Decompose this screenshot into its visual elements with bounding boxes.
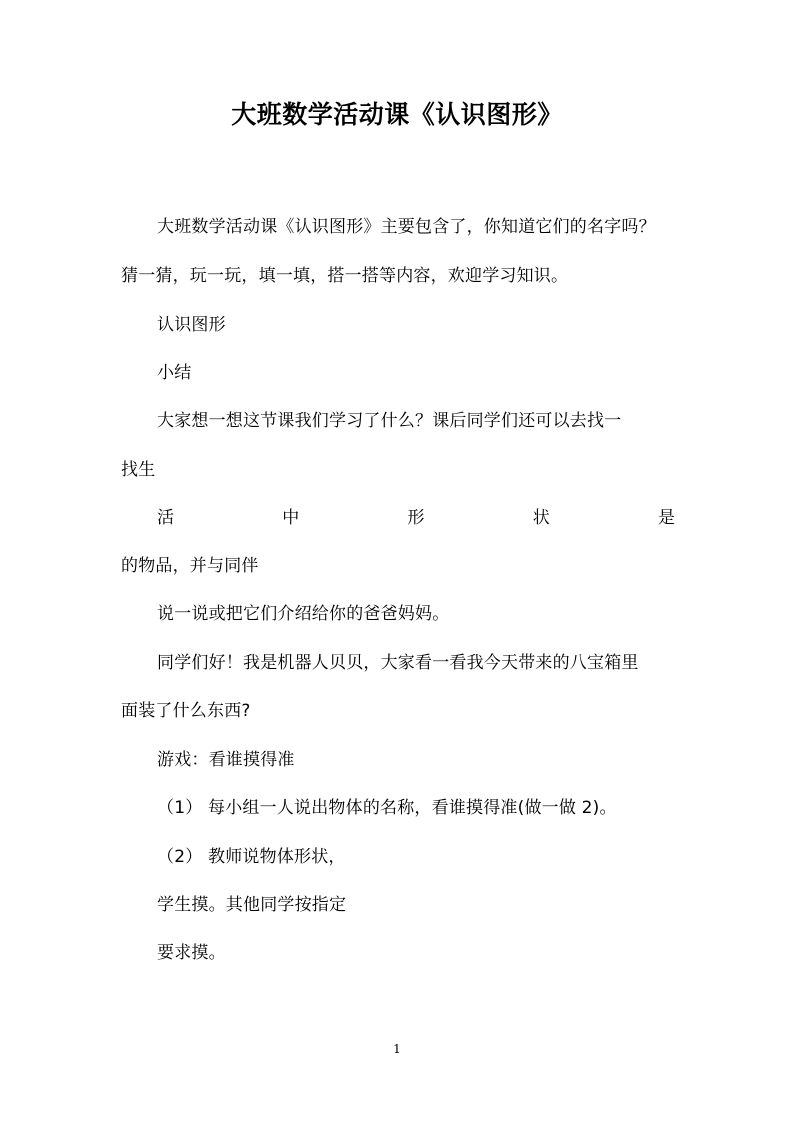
- robot-line-1: 同学们好！我是机器人贝贝，大家看一看我今天带来的八宝箱里: [157, 653, 639, 673]
- justified-char: 状: [532, 508, 550, 528]
- step-2-continued-2: 要求摸。: [157, 943, 226, 963]
- justified-char: 活: [157, 508, 174, 528]
- summary-line-2: 找生: [121, 460, 156, 480]
- step-1: （1） 每小组一人说出物体的名称，看谁摸得准(做一做 2)。: [157, 798, 617, 818]
- step-2: （2） 教师说物体形状，: [157, 847, 346, 867]
- game-title: 游戏：看谁摸得准: [157, 750, 295, 770]
- step-2-continued-1: 学生摸。其他同学按指定: [157, 895, 347, 915]
- justified-char: 是: [658, 508, 675, 528]
- robot-line-2: 面装了什么东西?: [121, 701, 251, 721]
- summary-line-3: 的物品，并与同伴: [121, 556, 259, 576]
- intro-line-2: 猜一猜，玩一玩，填一填，搭一搭等内容，欢迎学习知识。: [121, 266, 569, 286]
- justified-char: 形: [407, 508, 425, 528]
- heading-recognize-shapes: 认识图形: [157, 315, 226, 335]
- summary-line-4: 说一说或把它们介绍给你的爸爸妈妈。: [157, 604, 450, 624]
- justified-char: 中: [282, 508, 300, 528]
- document-title: 大班数学活动课《认识图形》: [231, 100, 563, 129]
- heading-summary: 小结: [157, 363, 192, 383]
- intro-line-1: 大班数学活动课《认识图形》主要包含了，你知道它们的名字吗？: [157, 217, 656, 237]
- page-number: 1: [393, 1042, 401, 1056]
- summary-line-1: 大家想一想这节课我们学习了什么？课后同学们还可以去找一: [157, 411, 622, 431]
- justified-line: [157, 506, 675, 530]
